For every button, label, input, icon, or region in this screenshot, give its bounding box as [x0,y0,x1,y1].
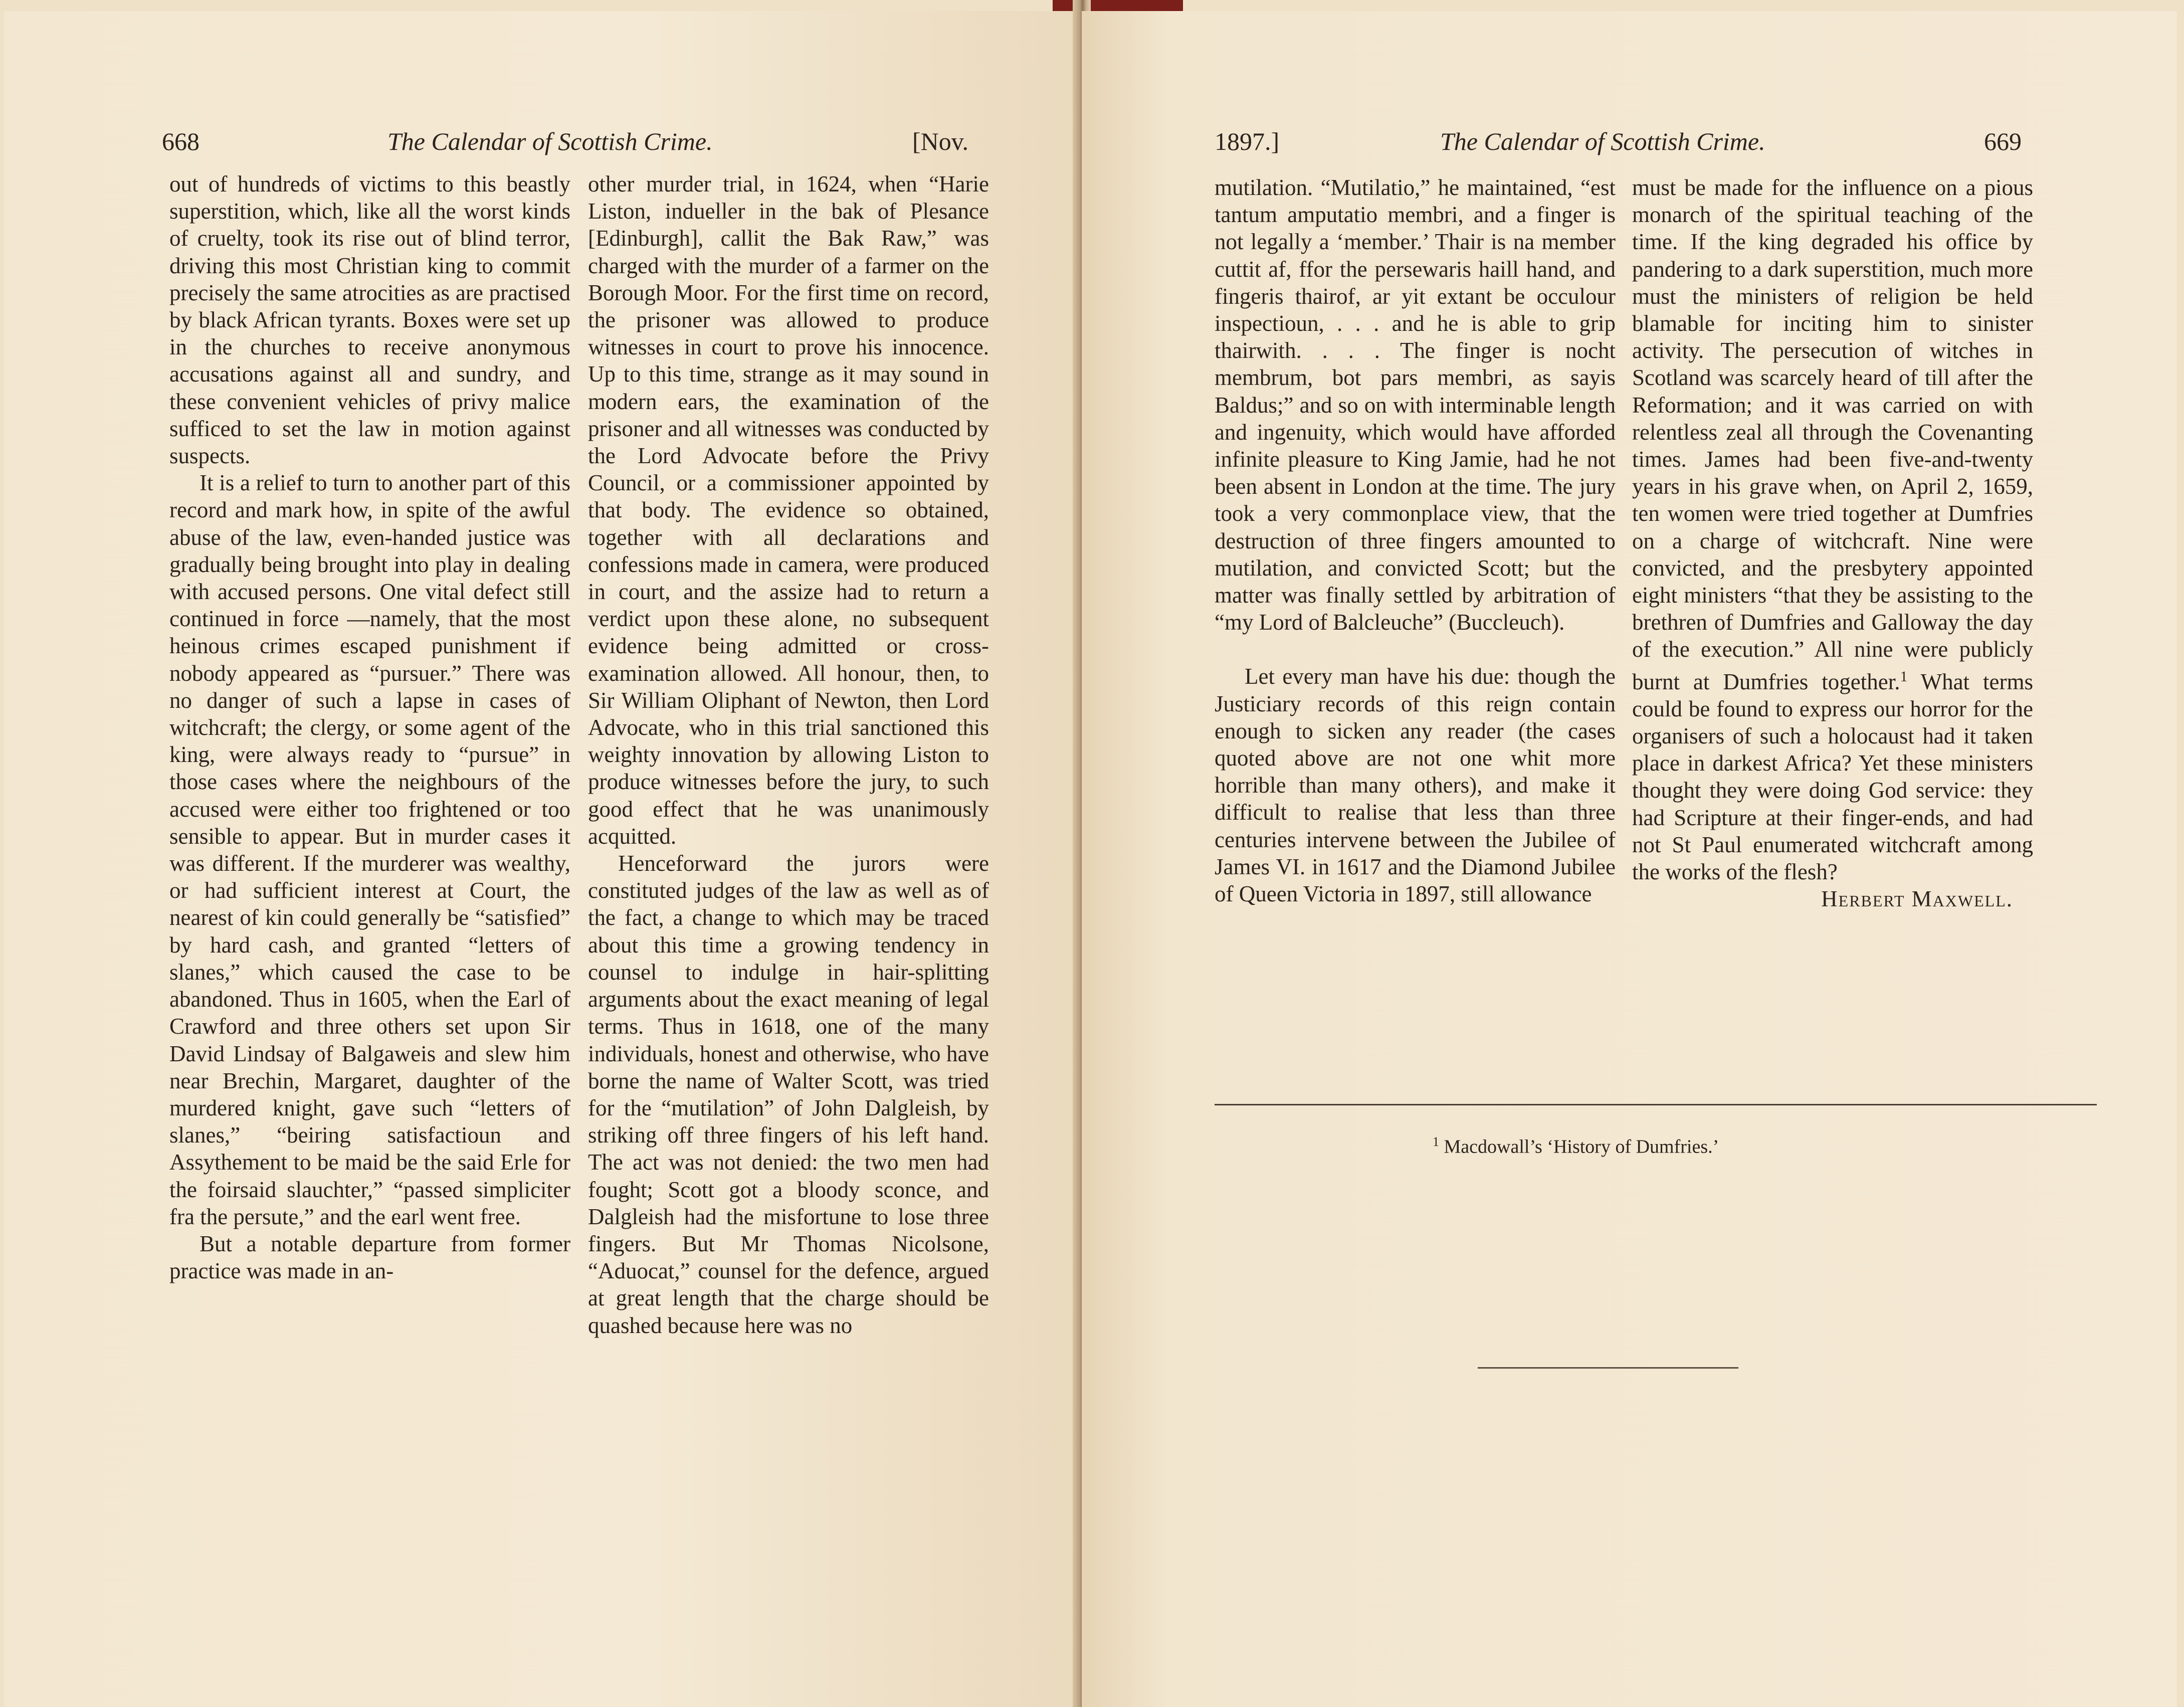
footnote-text: Macdowall’s ‘History of Dumfries.’ [1444,1136,1719,1158]
right-page [1082,11,2177,1707]
left-date-mark: [Nov. [912,127,969,155]
paragraph: Let every man have his due: though the Justiciary records of this reign contain enough to sicken any reader (the cases quoted above are not one whit more horrible than many others), and make it difficult to realise that less than three centuries intervene between the Jubilee of James VI. in 1617 and the Diamond Jubilee of Queen Victoria in 1897, still allowance [1215,664,1616,907]
paragraph: Henceforward the jurors were constituted judges of the law as well as of the fact, a change to which may be traced about this time a growing tendency in counsel to indulge in hair-splitting arguments about the exact meaning of legal terms. Thus in 1618, one of the many individuals, honest and otherwise, who have borne the name of Walter Scott, was tried for the “mutilation” of John Dalgleish, by striking off three fingers of his left hand. The act was not denied: the two men had fought; Scott got a bloody sconce, and Dalgleish had the misfortune to lose three fingers. But Mr Thomas Nicolsone, “Aduocat,” counsel for the defence, argued at great length that the charge should be quashed because here was no [588,851,989,1338]
left-page-number: 668 [162,127,200,155]
right-date-mark: 1897.] [1215,127,1280,155]
author-signature: Herbert Maxwell. [1821,886,2013,912]
left-running-title: The Calendar of Scottish Crime. [387,127,713,155]
left-column-1 [169,170,570,1284]
footnote-reference: 1 [1900,668,1908,685]
paragraph: out of hundreds of victims to this beastly superstition, which, like all the worst kinds of cruelty, took its rise out of blind terror, driving this most Christian king to commit precisely the same atrocities as are practised by black African tyrants. Boxes were set up in the churches to receive anonymous accusations against all and sundry, and these convenient vehicles of privy malice sufficed to set the law in motion against suspects. [169,171,570,469]
paragraph-text: must be made for the influence on a pious monarch of the spiritual teaching of the time. If the king degraded his office by pandering to a dark superstition, much more must the ministers of religion be held blamable for inciting him to sinister activity. The persecution of witches in Scotland was scarcely heard of till after the Reformation; and it was carried on with relentless zeal all through the Covenanting times. James had been five-and-twenty years in his grave when, on April 2, 1659, ten women were tried together at Dumfries on a charge of witchcraft. Nine were convicted, and the presbytery appointed eight ministers “that they be assisting to the brethren of Dumfries and Galloway the day of the execution.” All nine were publicly burnt at Dumfries together. [1632,175,2033,694]
paragraph: other murder trial, in 1624, when “Harie Liston, indueller in the bak of Plesance [Edinburgh], callit the Bak Raw,” was charged with the murder of a farmer on the Borough Moor. For the first time on record, the prisoner was allowed to produce witnesses in court to prove his innocence. Up to this time, strange as it may sound in modern ears, the examination of the prisoner and all witnesses was conducted by the Lord Advocate before the Privy Council, or a commissioner appointed by that body. The evidence so obtained, together with all declarations and confessions made in camera, were produced in court, and the assize had to return a verdict upon these alone, no subsequent evidence being admitted or cross-examination allowed. All honour, then, to Sir William Oliphant of Newton, then Lord Advocate, who in this trial sanctioned this weighty innovation by allowing Liston to produce witnesses before the jury, to such good effect that he was unanimously acquitted. [588,171,989,849]
paragraph: But a notable departure from former practice was made in an- [169,1231,570,1284]
footnote-number: 1 [1433,1134,1439,1149]
right-column-2 [1632,174,2033,912]
footnote [1433,1130,1719,1159]
paragraph [1632,174,2033,885]
left-page [4,11,1082,1707]
right-running-title: The Calendar of Scottish Crime. [1440,127,1765,155]
right-page-number: 669 [1984,127,2022,155]
right-column-1 [1215,174,1616,907]
end-rule [1478,1367,1738,1369]
paragraph: It is a relief to turn to another part of this record and mark how, in spite of the awful abuse of the law, even-handed justice was gradually being brought into play in dealing with accused persons. One vital defect still continued in force —namely, that the most heinous crimes escaped punishment if nobody appeared as “pursuer.” There was no danger of such a lapse in cases of witchcraft; the clergy, or some agent of the king, were always ready to “pursue” in those cases where the neighbours of the accused were either too frightened or too sensible to appear. But in murder cases it was different. If the murderer was wealthy, or had sufficient interest at Court, the nearest of kin could generally be “satisfied” by hard cash, and granted “letters of slanes,” which caused the case to be abandoned. Thus in 1605, when the Earl of Crawford and three others set upon Sir David Lindsay of Balgaweis and slew him near Brechin, Margaret, daughter of the murdered knight, gave such “letters of slanes,” “beiring satisfactioun and Assythement to be maid be the said Erle for the foirsaid slauchter,” “passed simpliciter fra the persute,” and the earl went free. [169,470,570,1229]
right-running-head [1082,124,2177,159]
footnote-rule [1215,1104,2097,1105]
paragraph: mutilation. “Mutilatio,” he maintained, “est tantum amputatio membri, and a finger is not legally a ‘member.’ Thair is na member cuttit af, ffor the persewaris haill hand, and fingeris thairof, ar yit extant be occulour inspectioun, . . . and he is able to grip thairwith. . . . The finger is nocht membrum, bot pars membri, as sayis Baldus;” and so on with interminable length and ingenuity, which would have afforded infinite pleasure to King Jamie, had he not been absent in London at the time. The jury took a very commonplace view, that the destruction of three fingers amounted to mutilation, and convicted Scott; but the matter was finally settled by arbitration of “my Lord of Balcleuche” (Buccleuch). [1215,175,1616,635]
paragraph-text: What terms could be found to express our horror for the organisers of such a holocaust had it taken place in darkest Africa? Yet these ministers thought they were doing God service: they had Scripture at their finger-ends, and had not St Paul enumerated witchcraft among the works of the flesh? [1632,669,2033,885]
left-running-head [4,124,1082,159]
left-column-2 [588,170,989,1339]
